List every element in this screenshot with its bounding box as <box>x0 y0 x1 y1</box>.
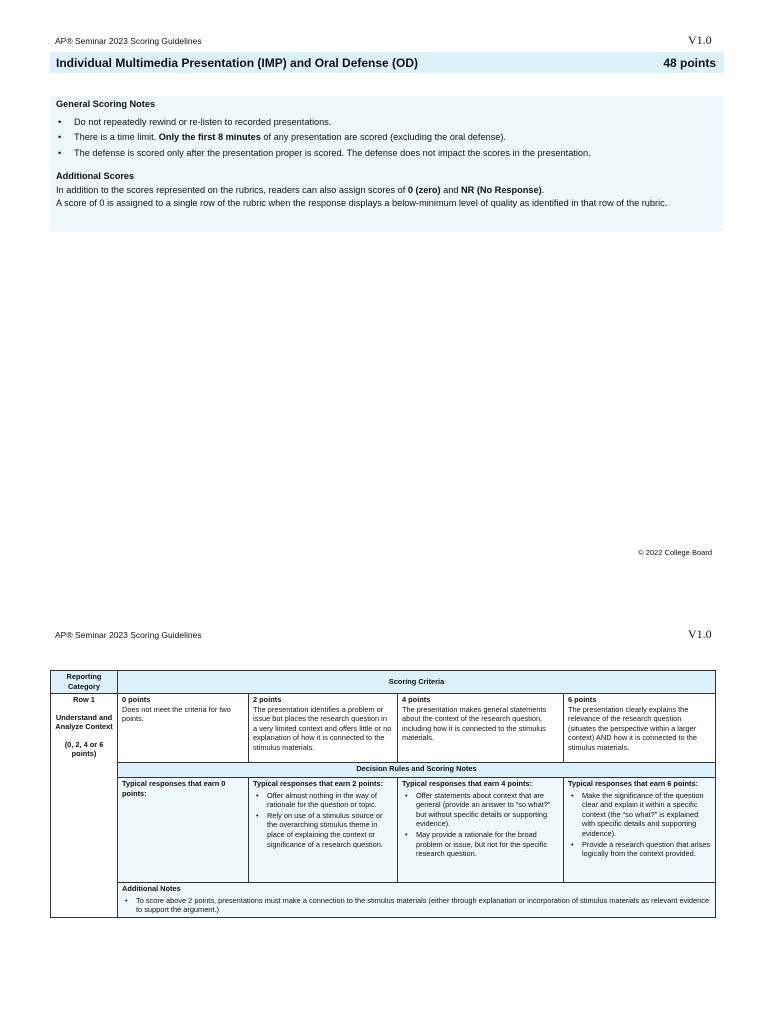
page-header: AP® Seminar 2023 Scoring Guidelines <box>55 36 202 46</box>
list-item: • To score above 2 points, presentations must make a connection to the stimulus materials (either through explanation or incorporation of stimulus materials as relevant evidence to support the argument.) <box>122 896 711 915</box>
list-item: • Rely on use of a stimulus source or the overarching stimulus theme in place of explaining the context or significance of a research question. <box>253 811 393 849</box>
criteria-0: 0 points Does not meet the criteria for two points. <box>118 694 249 763</box>
list-item: • The defense is scored only after the presentation proper is scored. The defense does not impact the scores in the presentation. <box>56 147 718 161</box>
list-item: • Provide a research question that arises logically from the context provided. <box>568 840 711 859</box>
version-label-2: V1.0 <box>688 627 712 641</box>
version-label: V1.0 <box>688 33 712 47</box>
additional-scores-line1: In addition to the scores represented on the rubrics, readers can also assign scores of 0 (zero) and NR (No Response). <box>56 184 545 195</box>
criteria-6: 6 points The presentation clearly explains the relevance of the research question (situates the perspective within a larger context) AND how it is connected to the stimulus materials. <box>564 694 716 763</box>
scoring-notes-box <box>50 96 724 231</box>
general-notes-heading: General Scoring Notes <box>56 99 156 109</box>
decision-rules-header: Decision Rules and Scoring Notes <box>118 763 716 778</box>
row-category-cell: Row 1 Understand and Analyze Context (0, 2, 4 or 6 points) <box>51 694 118 918</box>
additional-scores-heading: Additional Scores <box>56 171 135 181</box>
list-item: • There is a time limit. Only the first 8 minutes of any presentation are scored (excluding the oral defense). <box>56 131 718 145</box>
table-row <box>51 883 716 918</box>
page-title: Individual Multimedia Presentation (IMP) and Oral Defense (OD) <box>56 55 419 70</box>
copyright: © 2022 College Board <box>638 548 712 557</box>
page-header-2: AP® Seminar 2023 Scoring Guidelines <box>55 630 202 640</box>
typical-6: Typical responses that earn 6 points: • Make the significance of the question clear and explain it within a specific context (the “so what?” is explained with specific details and supporting evidence). • Provide a research question that arises logically from the context provided. <box>564 778 716 883</box>
criteria-4: 4 points The presentation makes general statements about the context of the research question, including how it is connected to the stimulus materials. <box>398 694 564 763</box>
scoring-criteria-header: Scoring Criteria <box>118 671 716 694</box>
table-row <box>51 778 716 883</box>
general-notes-list <box>56 116 718 161</box>
typical-0: Typical responses that earn 0 points: <box>118 778 249 883</box>
typical-2: Typical responses that earn 2 points: • Offer almost nothing in the way of rationale for the question or topic. • Rely on use of a stimulus source or the overarching stimulus theme in place of explaining the context or significance of a research question. <box>249 778 398 883</box>
typical-4: Typical responses that earn 4 points: • Offer statements about context that are general (provide an answer to “so what?” but without specific details or supporting evidence). • May provide a rationale for the broad problem or issue, but not for the specific research question. <box>398 778 564 883</box>
rubric-table <box>50 670 716 918</box>
title-bar <box>50 52 724 73</box>
list-item: • Offer statements about context that are general (provide an answer to “so what?” but without specific details or supporting evidence). <box>402 791 559 829</box>
points-total: 48 points <box>663 55 716 70</box>
reporting-category-header: Reporting Category <box>51 671 118 694</box>
list-item: • Make the significance of the question clear and explain it within a specific context (the “so what?” is explained with specific details and supporting evidence). <box>568 791 711 839</box>
list-item: • Do not repeatedly rewind or re-listen to recorded presentations. <box>56 116 718 130</box>
additional-notes-cell: Additional Notes • To score above 2 points, presentations must make a connection to the stimulus materials (either through explanation or incorporation of stimulus materials as relevant evidence to support the argument.) <box>118 883 716 918</box>
list-item: • Offer almost nothing in the way of rationale for the question or topic. <box>253 791 393 810</box>
additional-scores-line2: A score of 0 is assigned to a single row of the rubric when the response displays a below-minimum level of quality as identified in that row of the rubric. <box>56 198 668 208</box>
list-item: • May provide a rationale for the broad problem or issue, but not for the specific research question. <box>402 830 559 859</box>
table-row <box>51 694 716 763</box>
criteria-2: 2 points The presentation identifies a problem or issue but places the research question in a very limited context and offers little or no explanation of how it is connected to the stimulus materials. <box>249 694 398 763</box>
table-row <box>51 671 716 694</box>
table-row <box>51 763 716 778</box>
